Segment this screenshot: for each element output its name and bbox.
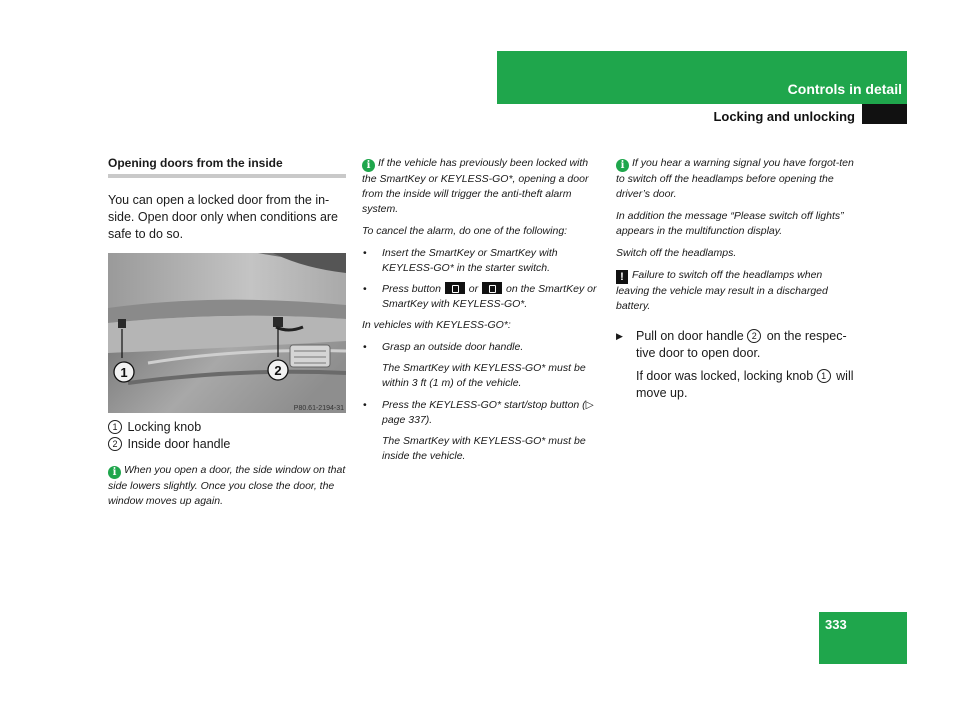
intro-text: You can open a locked door from the in-side. Open door only when conditions are safe to do so. [108,193,339,241]
list-item [362,282,600,312]
column-3 [616,156,856,408]
list-item: • Grasp an outside door handle. [362,340,600,355]
window-note-text: When you open a door, the side window on that side lowers slightly. Once you close the door, the window moves up again. [108,464,346,507]
step-result [616,368,856,402]
callout-2: 2 [274,363,282,378]
unlock-button-icon [482,282,502,294]
door-illustration [108,253,346,413]
keyless-options-list-2 [362,398,600,428]
cancel-options-list [362,246,600,312]
step-pull-handle [616,328,856,362]
or-text: or [468,283,479,295]
legend-item-2 [108,436,346,453]
subheading: Opening doors from the inside [108,156,283,170]
step-text-a: Pull on door handle [636,329,744,343]
result-text-b: will move up. [636,369,854,400]
info-icon: i [362,159,375,172]
step-text-b: on the respec-tive door to open door. [636,329,847,360]
figure-code: P80.61-2194-31 [293,405,344,412]
legend-number-2: 2 [108,437,122,451]
keyless-options-list [362,340,600,355]
list-item: • Insert the SmartKey or SmartKey with KEYLESS-GO* in the starter switch. [362,246,600,276]
press-button-text: Press button [382,283,441,295]
page-number: 333 [825,617,847,632]
column-2 [362,156,600,471]
alarm-note-text: If the vehicle has previously been locked with the SmartKey or KEYLESS-GO*, opening a door from the inside will trigger the anti-theft alarm system. [362,157,589,215]
result-number: 1 [817,369,831,383]
legend-label-2: Inside door handle [127,437,231,451]
keyless-intro: In vehicles with KEYLESS-GO*: [362,319,511,331]
message-note: In addition the message “Please switch off lights” appears in the multifunction display. [616,210,844,237]
list-item: • Press the KEYLESS-GO* start/stop button (▷ page 337). [362,398,600,428]
section-title: Controls in detail [787,81,902,97]
info-icon: i [108,466,121,479]
legend-item-1 [108,419,346,436]
lock-button-icon [445,282,465,294]
info-icon: i [616,159,629,172]
window-note [108,463,346,509]
door-interior-photo [108,253,346,413]
subsection-title: Locking and unlocking [713,109,855,124]
triangle-arrow-icon: ▶ [616,331,623,341]
result-text-a: If door was locked, locking knob [636,369,814,383]
heading-rule [108,174,346,178]
on-smartkey-text: on the SmartKey or SmartKey with KEYLESS-GO*. [382,283,597,310]
legend-number-1: 1 [108,420,122,434]
column-1 [108,156,346,515]
list-subnote: The SmartKey with KEYLESS-GO* must be inside the vehicle. [382,435,586,462]
callout-1: 1 [120,365,128,380]
step-number: 2 [747,329,761,343]
section-tab-marker [862,104,907,124]
battery-warning-text: Failure to switch off the headlamps when leaving the vehicle may result in a discharged battery. [616,269,828,312]
list-subnote: The SmartKey with KEYLESS-GO* must be within 3 ft (1 m) of the vehicle. [382,362,586,389]
legend-label-1: Locking knob [127,420,202,434]
battery-warning [616,268,856,314]
cancel-intro: To cancel the alarm, do one of the following: [362,225,568,237]
warning-icon: ! [616,270,628,284]
switch-off-note: Switch off the headlamps. [616,247,737,259]
headlamp-note [616,156,856,202]
headlamp-note-text: If you hear a warning signal you have forgot-ten to switch off the headlamps before opening the driver’s door. [616,157,854,200]
alarm-note [362,156,600,217]
